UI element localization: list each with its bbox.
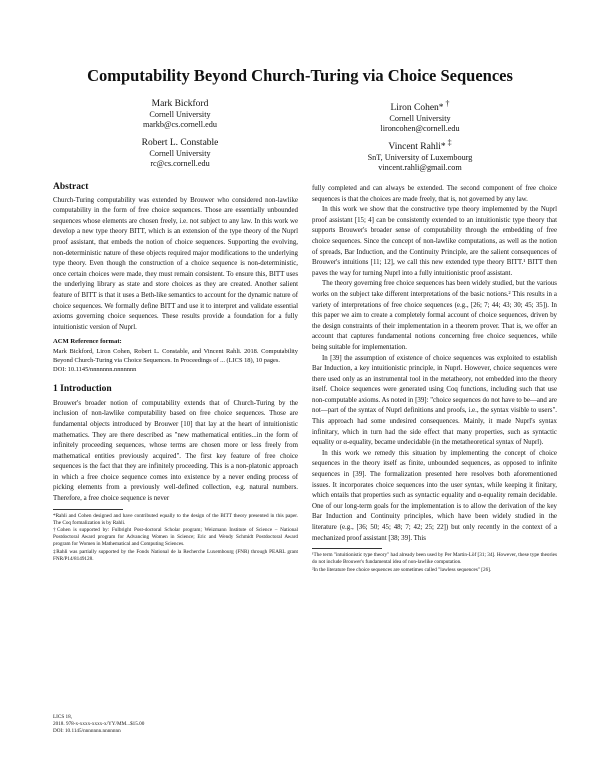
- footnote-rule: [312, 548, 382, 549]
- acm-doi[interactable]: DOI: 10.1145/nnnnnnn.nnnnnnn: [53, 365, 137, 373]
- section-heading: 1 Introduction: [53, 384, 112, 395]
- footnote: ²In the literature free choice sequences are sometimes called "lawless sequences" [26].: [312, 566, 492, 573]
- abstract-heading: Abstract: [53, 182, 89, 192]
- author-email[interactable]: vincent.rahli@gmail.com: [378, 163, 462, 173]
- right-column: [312, 184, 557, 574]
- author-name: Vincent Rahli*: [388, 142, 446, 153]
- acm-text: Mark Bickford, Liron Cohen, Robert L. Constable, and Vincent Rahli. 2018. Computability Beyond Church-Turing via Choice Sequences. In Proceedings of ... (LICS 18), 10 pages.: [53, 347, 298, 364]
- author-block: [330, 138, 510, 174]
- author-email[interactable]: lironcohen@cornell.edu: [380, 124, 460, 134]
- permission-line: 2018. 978-x-xxxx-xxxx-x/YY/MM...$15.00: [53, 721, 145, 728]
- author-email[interactable]: markb@cs.cornell.edu: [143, 120, 217, 129]
- author-block: [90, 138, 270, 170]
- paragraph: In this work we remedy this situation by implementing the concept of choice sequences in the theory itself as finite, unbounded sequences, as opposed to infinite sequences in [39]. The formalization presented here resolves both aforementioned issues. It incorporates choice sequences into the user syntax, while keeping it finitary, which entails that properties such as syntactic equality and α-equality remain decidable. One of our long-term goals for the implementation is to allow the derivation of the key Bar Induction and Continuity principles, which have been widely studied in the literature (e.g., [36; 50; 45; 48; 7; 42; 25; 22]) but only recently in the context of a mechanized proof assistant [38; 39]. This: [312, 449, 557, 542]
- author-name: Robert L. Constable: [141, 138, 219, 148]
- author-name-row: [330, 138, 510, 153]
- paragraph: In [39] the assumption of existence of choice sequences was exploited to establish Bar Induction, a key intuitionistic principle, in Nuprl. However, choice sequences were there used only as an instrumental tool in the metatheory, not embedded into the theory itself. Choice sequences were generated using Coq functions, including such that use non-computable axioms. As noted in [39]: "choice sequences do not have to be—and are not—part of the syntax of Nuprl definitions and proofs, i.e., the syntax visible to users". This approach had some undesired consequences. Mainly, it made Nuprl's syntax infinitary, which in turn had the side effect that many properties, such as syntactic equality or α-equality, became undecidable (in the metatheoretical syntax of Nuprl).: [312, 354, 557, 447]
- author-affiliation: SnT, University of Luxembourg: [367, 152, 473, 162]
- paragraph: In this work we show that the constructive type theory implemented by the Nuprl proof assistant [15; 4] can be consistently extended to an intuitionistic type theory that supports Brouwer's broader sense of computability through the embedding of free choice sequences. Since the concept of non-lawlike computations, as well as the notion of spreads, Bar Induction, and the Continuity Principle, are the salient consequences of Brouwer's intuitions [11; 12], we call this new extended type theory BITT.¹ BITT then paves the way for turning Nuprl into a fully intuitionistic proof assistant.: [312, 206, 557, 277]
- author-name: Liron Cohen*: [390, 103, 444, 114]
- abstract-text: Church-Turing computability was extended by Brouwer who considered non-lawlike computability in the form of free choice sequences. Those are essentially unbounded sequences whose elements are chosen freely, i.e. not subject to any law. In this work we develop a new type theory BITT, which is an extension of the type theory of the Nuprl proof assistant, that embeds the notion of choice sequences. Supporting the evolving, non-deterministic nature of these objects required major modifications to the underlying type theory. Even though the construction of a choice sequence is non-deterministic, once certain choices were made, they must remain consistent. To ensure this, BITT uses the underlying library as state and store choices as they are created. Another salient feature of BITT is that it uses a Beth-like semantics to account for the dynamic nature of choice sequences. We formally define BITT and use it to interpret and validate essential axioms governing choice sequences. These results provide a foundation for a fully intuitionistic version of Nuprl.: [53, 196, 298, 331]
- author-affiliation: Cornell University: [149, 148, 211, 158]
- permission-line: DOI: 10.1145/nnnnnnn.nnnnnnn: [53, 728, 121, 735]
- author-name-row: [330, 99, 510, 114]
- author-name: Mark Bickford: [151, 99, 209, 109]
- permission-line: LICS 18,: [53, 714, 73, 720]
- acm-reference: [53, 337, 298, 374]
- author-affiliation: Cornell University: [389, 113, 451, 123]
- author-block: [90, 99, 270, 131]
- author-block: [330, 99, 510, 135]
- paragraph: The theory governing free choice sequences has been widely studied, but the various works on the subject take different interpretations of the basic notions.² This results in a variety of interpretations of free choice sequences (e.g., [26; 7; 44; 43; 30; 45; 35]). In this paper we aim to create a completely formal account of choice sequences, driven by the design constraints of their implementation in a theorem prover. That is, we offer an account that captures fundamental notions concerning free choice sequences, while being suitable for implementation.: [312, 280, 557, 351]
- footnote: †Cohen is supported by: Fulbright Post-doctoral Scholar program; Weizmann Institute of Science – National Postdoctoral Award program for Advancing Women in Science; Eric and Wendy Schmidt Postdoctoral Award program for Women in Mathematical and Computing Sciences.: [53, 527, 298, 548]
- footnote: *Rahli and Cohen designed and have contributed equally to the design of the BITT theory presented in this paper. The Coq formalization is by Rahli.: [53, 512, 298, 526]
- author-mark: †: [445, 99, 450, 108]
- acm-heading: ACM Reference format:: [53, 338, 122, 346]
- footnote-rule: [53, 509, 123, 510]
- left-column: [53, 182, 298, 563]
- paper-title: Computability Beyond Church-Turing via Choice Sequences: [87, 66, 513, 85]
- footnote: ¹The term "intuitionistic type theory" had already been used by Per Martin-Löf [31; 34]. However, these type theories do not include Brouwer's fundamental idea of non-lawlike computation.: [312, 552, 557, 566]
- permission-block: [53, 714, 144, 736]
- footnote: ‡Rahli was partially supported by the Fonds National de la Recherche Luxembourg (FNR) through PEARL grant FNR/P14/8149128.: [53, 548, 298, 562]
- paragraph: fully completed and can always be extended. The second component of free choice sequences is that the choices are made freely, that is, not governed by any law.: [312, 185, 557, 203]
- author-email[interactable]: rc@cs.cornell.edu: [150, 159, 210, 168]
- intro-text: Brouwer's broader notion of computability extends that of Church-Turing by the inclusion of non-lawlike computability based on free choice sequences. Those are fundamental objects introduced by Brouwer [10] that lay at the heart of intuitionistic mathematics. They are there described as "new mathematical entities...in the form of infinitely proceeding sequences, whose terms are chosen more or less freely from mathematical entities previously acquired". The first key feature of free choice sequences is the fact that they are infinitely proceeding. This is a non-platonic approach in which a free choice sequence comes into existence by a never ending process of picking elements from a previously well-defined collection, e.g. natural numbers. Therefore, a free choice sequence is never: [53, 399, 298, 503]
- author-mark: ‡: [447, 138, 452, 147]
- author-affiliation: Cornell University: [149, 109, 211, 119]
